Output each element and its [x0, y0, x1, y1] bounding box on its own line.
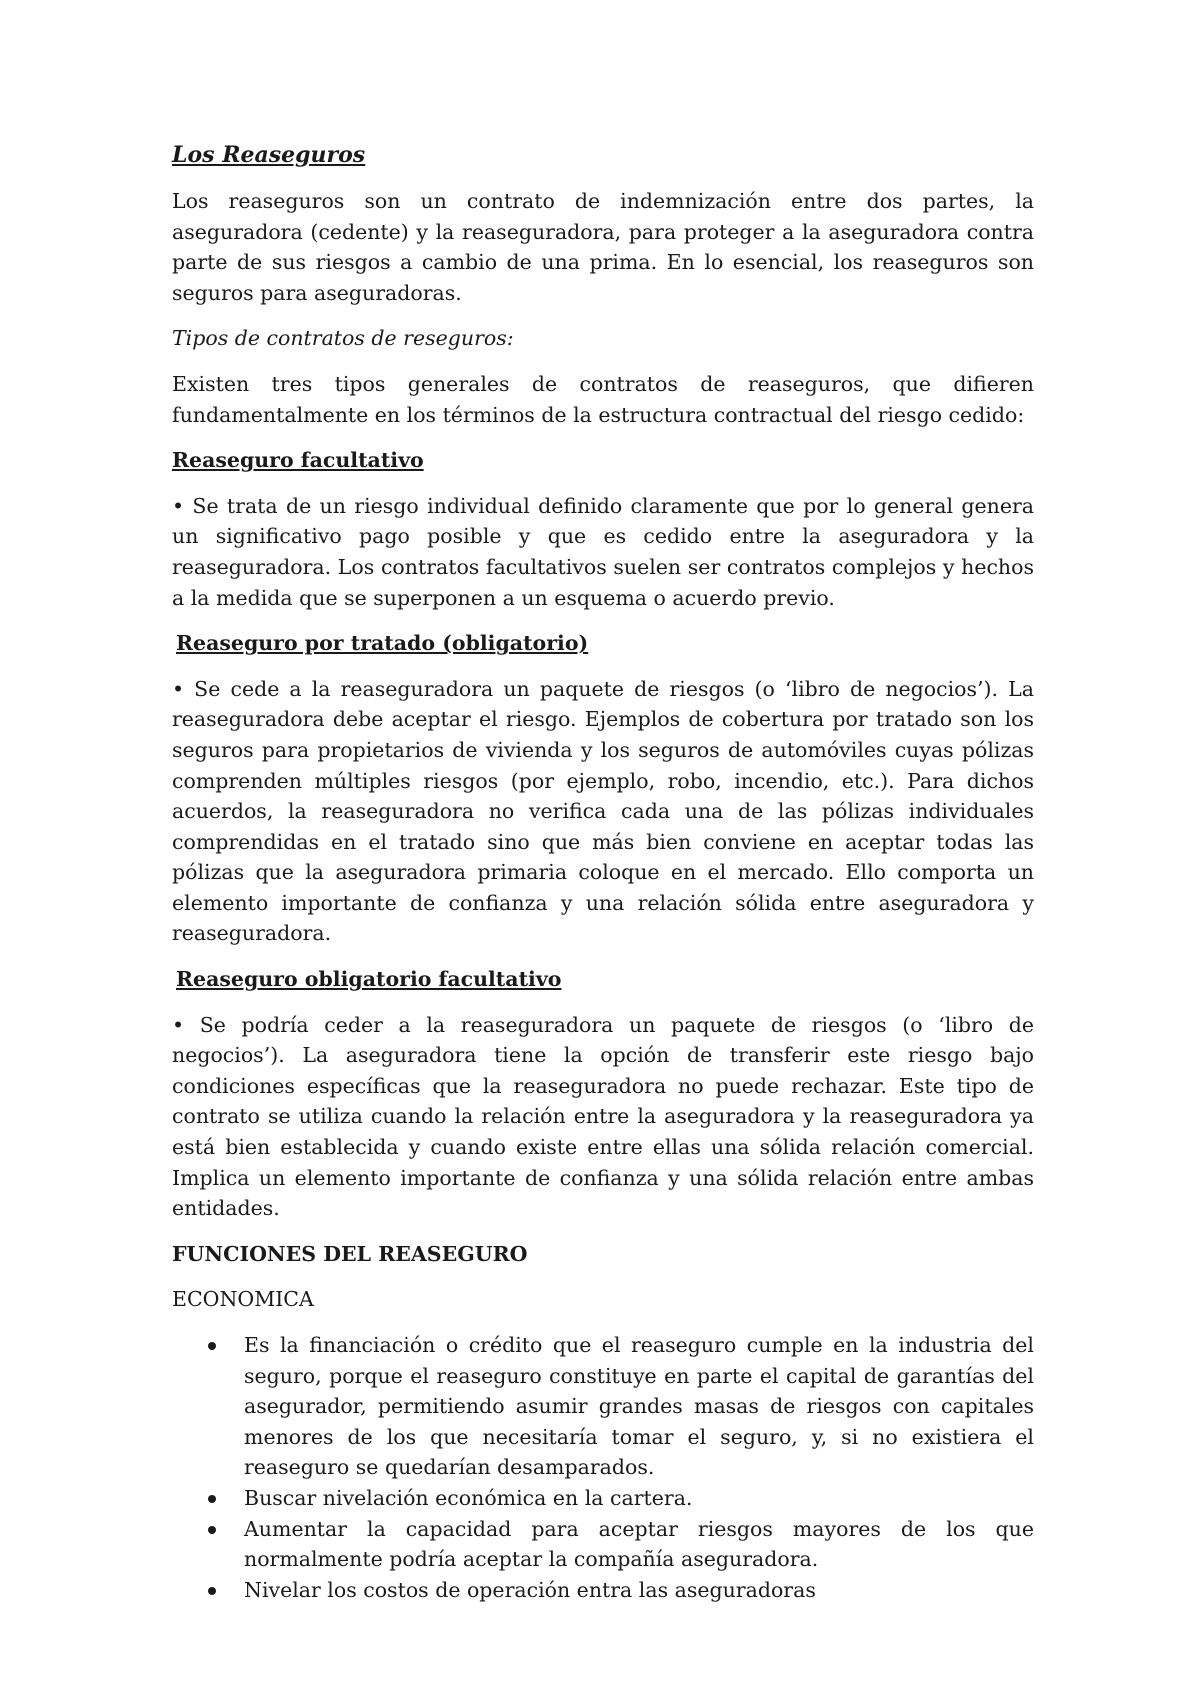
economic-bullet-list: [172, 1330, 1034, 1605]
section-heading-tratado: Reaseguro por tratado (obligatorio): [176, 631, 589, 656]
bullet-icon: [208, 1342, 216, 1350]
intro-paragraph: Los reaseguros son un contrato de indemnización entre dos partes, la aseguradora (cedente) y la reaseguradora, para proteger a la aseguradora contra parte de sus riesgos a cambio de una prima. En lo esencial, los reaseguros son seguros para aseguradoras.: [172, 189, 1034, 305]
list-item: [244, 1514, 1034, 1575]
functions-heading: FUNCIONES DEL REASEGURO: [172, 1241, 528, 1266]
list-item: [244, 1330, 1034, 1483]
list-item-text: Nivelar los costos de operación entra las aseguradoras: [244, 1577, 816, 1602]
document-title: Los Reaseguros: [172, 142, 366, 168]
types-intro-paragraph: Existen tres tipos generales de contratos de reaseguros, que difieren fundamentalmente en los términos de la estructura contractual del riesgo cedido:: [172, 371, 1034, 427]
section-body-tratado: • Se cede a la reaseguradora un paquete de riesgos (o ‘libro de negocios’). La reaseguradora debe aceptar el riesgo. Ejemplos de cobertura por tratado son los seguros para propietarios de vivienda y los seguros de automóviles cuyas pólizas comprenden múltiples riesgos (por ejemplo, robo, incendio, etc.). Para dichos acuerdos, la reaseguradora no verifica cada una de las pólizas individuales comprendidas en el tratado sino que más bien conviene en aceptar todas las pólizas que la aseguradora primaria coloque en el mercado. Ello comporta un elemento importante de confianza y una relación sólida entre aseguradora y reaseguradora.: [172, 676, 1034, 946]
list-item-text: Buscar nivelación económica en la cartera.: [244, 1485, 693, 1510]
section-body-facultativo: • Se trata de un riesgo individual definido claramente que por lo general genera un significativo pago posible y que es cedido entre la aseguradora y la reaseguradora. Los contratos facultativos suelen ser contratos complejos y hechos a la medida que se superponen a un esquema o acuerdo previo.: [172, 493, 1034, 610]
section-heading-obligatorio-facultativo: Reaseguro obligatorio facultativo: [176, 967, 562, 992]
economic-heading: ECONOMICA: [172, 1287, 314, 1312]
section-body-obligatorio-facultativo: • Se podría ceder a la reaseguradora un paquete de riesgos (o ‘libro de negocios’). La aseguradora tiene la opción de transferir este riesgo bajo condiciones específicas que la reaseguradora no puede rechazar. Este tipo de contrato se utiliza cuando la relación entre la aseguradora y la reaseguradora ya está bien establecida y cuando existe entre ellas una sólida relación comercial. Implica un elemento importante de confianza y una sólida relación entre ambas entidades.: [172, 1012, 1034, 1221]
document-page: [172, 140, 1034, 1605]
list-item-text: Es la financiación o crédito que el reaseguro cumple en la industria del seguro, porque el reaseguro constituye en parte el capital de garantías del asegurador, permitiendo asumir grandes masas de riesgos con capitales menores de los que necesitaría tomar el seguro, y, si no existiera el reaseguro se quedarían desamparados.: [244, 1333, 1034, 1480]
bullet-icon: [208, 1526, 216, 1534]
bullet-icon: [208, 1495, 216, 1503]
types-heading: Tipos de contratos de reseguros:: [172, 326, 514, 351]
bullet-icon: [208, 1587, 216, 1595]
list-item: [244, 1483, 1034, 1514]
section-heading-facultativo: Reaseguro facultativo: [172, 448, 424, 473]
list-item: [244, 1575, 1034, 1606]
list-item-text: Aumentar la capacidad para aceptar riesgos mayores de los que normalmente podría aceptar la compañía aseguradora.: [244, 1516, 1034, 1572]
